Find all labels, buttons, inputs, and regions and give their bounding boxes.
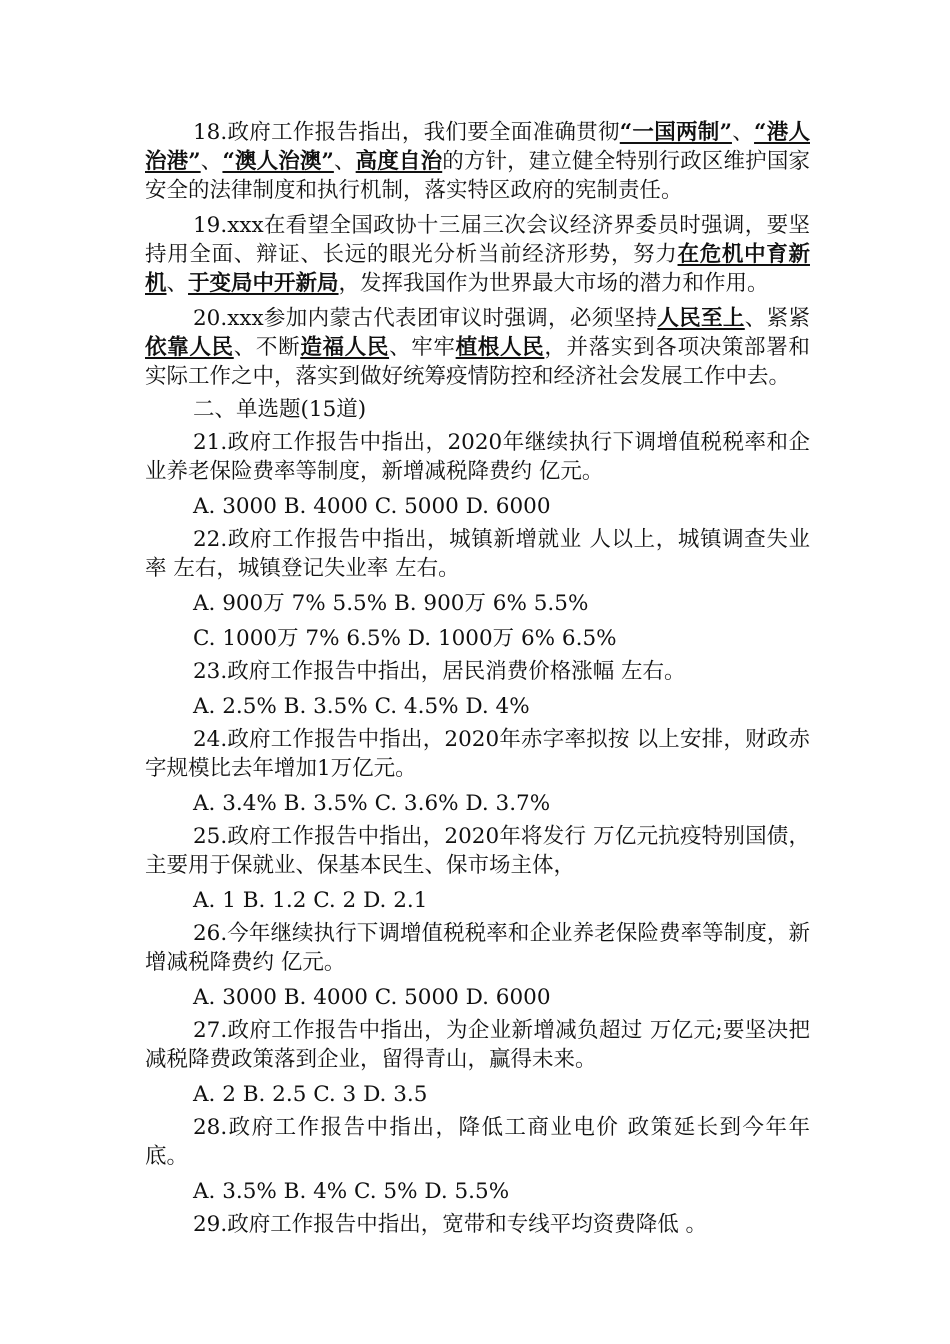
answer-text: 依靠人民 — [145, 335, 234, 360]
question-text: 27.政府工作报告中指出，为企业新增减负超过 万亿元;要坚决把减税降费政策落到企业，留得青山，赢得未来。 — [145, 1018, 810, 1072]
document-body — [145, 118, 810, 1239]
question-text: 29.政府工作报告中指出，宽带和专线平均资费降低 。 — [193, 1212, 708, 1237]
paragraph-text: ，发挥我国作为世界最大市场的潜力和作用。 — [338, 271, 769, 296]
question-text: 24.政府工作报告中指出，2020年赤字率拟按 以上安排，财政赤字规模比去年增加1万亿元。 — [145, 727, 810, 781]
fill-in-answers — [145, 118, 810, 391]
fill-in-paragraph — [145, 211, 810, 298]
paragraph-text: 、紧紧 — [744, 306, 810, 331]
question-text: 26.今年继续执行下调增值税税率和企业养老保险费率等制度，新增减税降费约 亿元。 — [145, 921, 810, 975]
question-options: A. 3.4% B. 3.5% C. 3.6% D. 3.7% — [193, 791, 551, 816]
answer-text: 造福人民 — [300, 335, 390, 360]
question-text: 22.政府工作报告中指出，城镇新增就业 人以上，城镇调查失业率 左右，城镇登记失业率 左右。 — [145, 527, 810, 581]
question-text: 21.政府工作报告中指出，2020年继续执行下调增值税税率和企业养老保险费率等制度，新增减税降费约 亿元。 — [145, 430, 810, 484]
paragraph-text: 、 — [333, 149, 356, 174]
answer-text: “港人治港” — [145, 120, 810, 174]
answer-text: 人民至上 — [657, 306, 745, 331]
question-options: A. 900万 7% 5.5% B. 900万 6% 5.5% — [193, 591, 589, 616]
single-choice-questions — [145, 428, 810, 1239]
answer-text: 植根人民 — [455, 335, 545, 360]
paragraph-text: ，并落实到各项决策部署和实际工作之中，落实到做好统筹疫情防控和经济社会发展工作中去。 — [145, 335, 810, 389]
question-options: A. 3000 B. 4000 C. 5000 D. 6000 — [193, 985, 551, 1010]
fill-in-paragraph — [145, 118, 810, 205]
answer-text: 于变局中开新局 — [188, 271, 339, 296]
answer-text: 在危机中育新机 — [145, 242, 810, 296]
question-options: A. 3000 B. 4000 C. 5000 D. 6000 — [193, 494, 551, 519]
question-options: C. 1000万 7% 6.5% D. 1000万 6% 6.5% — [193, 626, 617, 651]
question-options: A. 1 B. 1.2 C. 2 D. 2.1 — [193, 888, 428, 913]
paragraph-text: 18.政府工作报告指出，我们要全面准确贯彻 — [193, 120, 620, 145]
paragraph-text: 19.xxx在看望全国政协十三届三次会议经济界委员时强调，要坚持用全面、辩证、长远的眼光分析当前经济形势，努力 — [145, 213, 810, 267]
answer-text: “澳人治澳” — [222, 149, 334, 174]
paragraph-text: 20.xxx参加内蒙古代表团审议时强调，必须坚持 — [193, 306, 658, 331]
paragraph-text: 、牢牢 — [389, 335, 456, 360]
paragraph-text: 、 — [731, 120, 755, 145]
paragraph-text: 、不断 — [233, 335, 301, 360]
section-title: 二、单选题(15道) — [193, 397, 367, 422]
answer-text: “一国两制” — [619, 120, 732, 145]
question-text: 25.政府工作报告中指出，2020年将发行 万亿元抗疫特别国债，主要用于保就业、保基本民生、保市场主体， — [145, 824, 810, 878]
question-options: A. 2 B. 2.5 C. 3 D. 3.5 — [193, 1082, 428, 1107]
answer-text: 高度自治 — [355, 149, 443, 174]
paragraph-text: 、 — [166, 271, 189, 296]
paragraph-text: 的方针，建立健全特别行政区维护国家安全的法律制度和执行机制，落实特区政府的宪制责任。 — [145, 149, 810, 203]
question-options: A. 3.5% B. 4% C. 5% D. 5.5% — [193, 1179, 510, 1204]
question-text: 28.政府工作报告中指出，降低工商业电价 政策延长到今年年底。 — [145, 1115, 810, 1169]
paragraph-text: 、 — [200, 149, 223, 174]
fill-in-paragraph — [145, 304, 810, 391]
question-text: 23.政府工作报告中指出，居民消费价格涨幅 左右。 — [193, 659, 686, 684]
question-options: A. 2.5% B. 3.5% C. 4.5% D. 4% — [193, 694, 530, 719]
